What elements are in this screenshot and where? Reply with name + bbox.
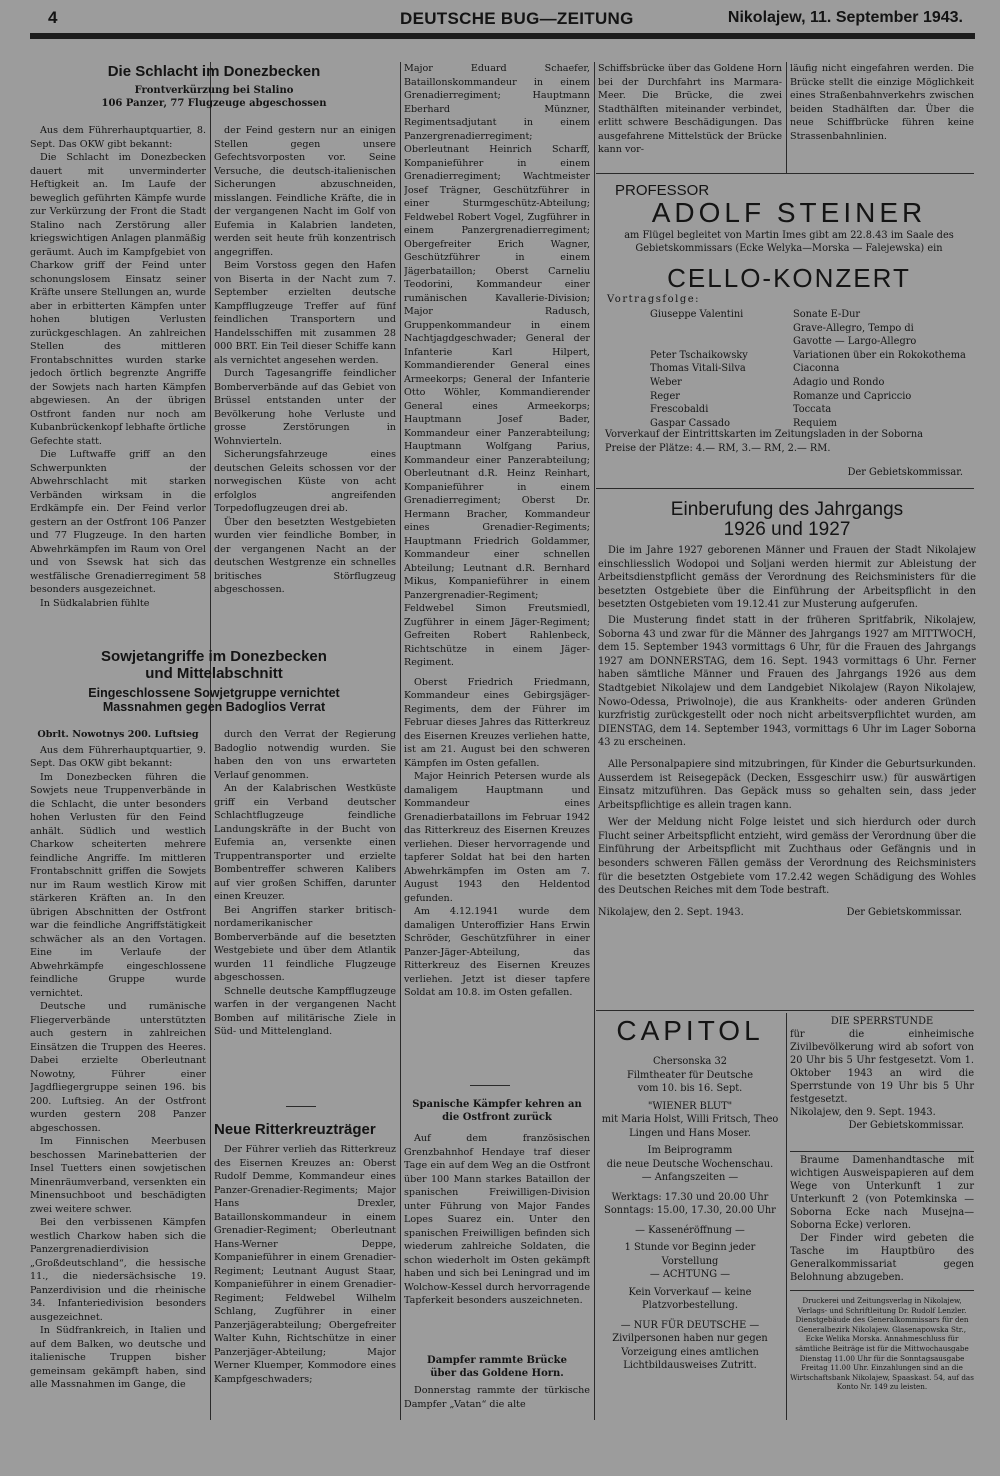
notice-footer: [598, 906, 976, 920]
paragraph: Am 4.12.1941 wurde dem damaligen Unteroffizier Hans Erwin Schröder, Geschützführer in einer Panzer-Jäger-Abteilung, das Ritterkreuz des Eisernen Kreuzes verliehen. Jetzt ist dieser tapfere Soldat am 10.8. im Osten gefallen.: [404, 906, 590, 998]
donez-column-1: [30, 124, 206, 644]
paragraph: durch den Verrat der Regierung Badoglio notwendig wurden. Sie haben den von uns erwarteten Verlauf genommen.: [214, 729, 396, 781]
section-rule: [596, 1010, 974, 1011]
concert-ad: [605, 182, 973, 305]
paragraph: Aus dem Führerhauptquartier, 8. Sept. Das OKW gibt bekannt:: [30, 125, 206, 150]
cinema-address: Chersonska 32: [653, 1056, 727, 1067]
paragraph: Auf dem französischen Grenzbahnhof Hendaye traf dieser Tage ein auf dem Weg an die Ostfront über 100 Mann starkes Bataillon der spanischen Freiwilligen-Division unter Führung von Major Fandes Lopes Suarez ein. Unter den spanischen Freiwilligen befinden sich wiederum zahlreiche Soldaten, die schon wiederholt im Osten gekämpft haben und sich bei Leningrad und im Wolchow-Kessel durch hervorragende Tapferkeit besonders auszeichneten.: [404, 1133, 590, 1306]
notice-date: Nikolajew, den 2. Sept. 1943.: [598, 906, 744, 918]
paragraph: Beim Vorstoss gegen den Hafen von Biserta in der Nacht zum 7. September erzielten deutsche Kampfflugzeuge Treffer auf fünf feindlichen Transportern und Handelsschiffen mit zusammen 28 000 BRT. Ein Teil dieser Schiffe kann als vernichtet angesehen werden.: [214, 260, 396, 366]
composer: [605, 322, 793, 336]
concert-title: CELLO-KONZERT: [667, 263, 911, 293]
work: Requiem: [793, 417, 837, 429]
paragraph: Oberst Friedrich Friedmann, Kommandeur eines Gebirgsjäger-Regiments, dem der Führer im Februar dieses Jahres das Ritterkreuz des Eisernen Kreuzes verliehen hatte, ist am 21. August bei den schweren Kämpfen im Osten gefallen.: [404, 676, 590, 769]
article-title: Neue Ritterkreuzträger: [214, 1121, 376, 1138]
separator: [470, 1085, 510, 1086]
work: Ciaconna: [793, 363, 840, 375]
presale-info: Vorverkauf der Eintrittskarten im Zeitungsladen in der Soborna: [605, 429, 923, 440]
program-row: [605, 322, 973, 336]
masthead-rule: [30, 33, 975, 39]
article-subtitle: Frontverkürzung bei Stalino: [134, 85, 294, 96]
work: Gavotte — Largo-Allegro: [793, 336, 917, 348]
article-subtitle: Massnahmen gegen Badoglios Verrat: [102, 700, 326, 714]
column-divider: [786, 1013, 787, 1420]
article-title: und Mittelabschnitt: [145, 665, 283, 682]
notice-title: Einberufung des Jahrgangs: [670, 499, 904, 520]
schiff-column-4: [598, 62, 782, 170]
cinema-dates: vom 10. bis 16. Sept.: [637, 1083, 743, 1094]
separator: [286, 1106, 316, 1107]
notice-heading: — ACHTUNG —: [649, 1269, 731, 1280]
section-rule: [596, 173, 974, 174]
film-title: "WIENER BLUT": [647, 1100, 733, 1112]
article-subtitle: 106 Panzer, 77 Flugzeuge abgeschossen: [101, 97, 327, 109]
concert-program: [605, 308, 973, 430]
ritter-column-2: [214, 1120, 396, 1420]
column-divider: [786, 62, 787, 174]
sowjet-column-1: [30, 728, 206, 1418]
cinema-name: CAPITOL: [616, 1015, 764, 1046]
composer: Peter Tschaikowsky: [650, 349, 748, 361]
paragraph: Donnerstag rammte der türkische Dampfer „Vatan“ die alte: [404, 1385, 590, 1410]
newspaper-title: DEUTSCHE BUG—ZEITUNG: [400, 9, 634, 28]
program-row: [605, 390, 973, 404]
paragraph: Bei den verbissenen Kämpfen westlich Charkow haben sich die Panzergrenadierdivision „Großdeutschland“, die hessische 11., die niedersächsische 19. Panzerdivision und die rheinische 34. Infanteriedivision besonders ausgezeichnet.: [30, 1217, 206, 1323]
notice-body: [598, 544, 976, 919]
paragraph: Schiffsbrücke über das Goldene Horn bei der Durchfahrt ins Marmara-Meer. Die Brücke, die zwei Stadthälften miteinander verbindet, erlitt schwere Beschädigungen. Das ausgefahrene Mittelstück der Brücke kann vor-: [598, 63, 782, 155]
work: Romanze und Capriccio: [793, 390, 912, 402]
spanisch-article: [404, 1098, 590, 1343]
prices: Preise der Plätze: 4.— RM, 3.— RM, 2.— RM.: [605, 442, 831, 454]
program-row: [605, 362, 973, 376]
showtimes-weekday: Werktags: 17.30 und 20.00 Uhr: [611, 1191, 769, 1203]
supporting-program: Im Beiprogramm: [647, 1145, 733, 1156]
notice-date: Nikolajew, den 9. Sept. 1943.: [790, 1107, 936, 1118]
paragraph: Die Luftwaffe griff an den Schwerpunkten der Abwehrschlacht mit starken Verbänden wirksam in die Erdkämpfe ein. Der Feind verlor gestern an der Ostfront 106 Panzer und 77 Flugzeuge. In den harten Abwehrkämpfen im Raum von Orel und von Ssewsk hat sich das westfälische Grenadierregiment 58 besonders ausgezeichnet.: [30, 449, 206, 595]
article-title: die Ostfront zurück: [442, 1112, 552, 1123]
composer: Giuseppe Valentini: [650, 309, 744, 320]
paragraph: Deutsche und rumänische Fliegerverbände unterstützten auch gestern in zahlreichen Einsätzen die Truppen des Heeres. Dabei erzielte Oberleutnant Nowotny, Führer einer Jagdfliegergruppe seinen 196. bis 200. Luftsieg. An der Ostfront wurden gestern 208 Panzer abgeschossen.: [30, 1001, 206, 1134]
sowjet-column-2: [214, 728, 396, 1090]
article-subtitle: Eingeschlossene Sowjetgruppe vernichtet: [88, 686, 340, 700]
donez-headline-block: [30, 62, 398, 122]
paragraph: Bei Angriffen starker britisch-nordamerikanischer Bomberverbände auf die besetzten Westgebiete und über dem Atlantik wurden 11 feindliche Flugzeuge abgeschossen.: [214, 904, 396, 983]
paragraph: der Feind gestern nur an einigen Stellen gegen unsere Gefechtsvorposten vor. Seine Versuche, die deutsch-italienischen Sicherungen abzuschneiden, misslangen. Feindliche Kräfte, die in der vergangenen Nacht im Golf von Eufemia in Kalabrien landeten, werden seit heute früh konzentrisch angegriffen.: [214, 125, 396, 258]
composer: Gaspar Cassado: [650, 417, 731, 429]
curfew-notice: [790, 1015, 974, 1132]
notice-body: für die einheimische Zivilbevölkerung wird ab sofort von 20 Uhr bis 5 Uhr festgesetzt. Vom 1. Oktober 1943 an wird die Sperrstunde von 19 Uhr bis 5 Uhr festgesetzt.: [790, 1029, 974, 1105]
schiff-column-5: [790, 62, 974, 170]
paragraph: Über den besetzten Westgebieten wurden vier feindliche Bomber, in der vergangenen Nacht an der deutschen Westgrenze ein schnelles britisches Störflugzeug abgeschossen.: [214, 516, 396, 595]
supporting-program: die neue Deutsche Wochenschau.: [606, 1158, 774, 1170]
section-rule: [596, 488, 974, 489]
program-row: [605, 403, 973, 417]
box-office-info: 1 Stunde vor Beginn jeder Vorstellung: [624, 1242, 756, 1267]
composer: [605, 335, 793, 349]
kicker: Obrlt. Nowotnys 200. Luftsieg: [37, 729, 199, 740]
program-row: [605, 349, 973, 363]
article-title: Spanische Kämpfer kehren an: [412, 1099, 582, 1110]
article-title: Sowjetangriffe im Donezbecken: [101, 648, 327, 665]
paragraph: Aus dem Führerhauptquartier, 9. Sept. Das OKW gibt bekannt:: [30, 744, 206, 769]
program-row: [605, 335, 973, 349]
section-rule: [790, 1290, 974, 1291]
signature: Der Gebietskommissar.: [848, 1120, 964, 1131]
paragraph: Im Finnischen Meerbusen beschossen Marinebatterien der Insel Tuetters einen sowjetischen Minenräumverband, versenkten ein Minensuchboot und beschädigten zwei weitere schwer.: [30, 1136, 206, 1215]
work: Grave-Allegro, Tempo di: [793, 322, 914, 334]
paragraph: Die Schlacht im Donezbecken dauert mit unverminderter Heftigkeit an. Im Laufe der beweglich geführten Kämpfe wurde zur Verkürzung der Front die Stadt Stalino nach Zerstörung aller kriegswichtigen Anlagen planmäßig geräumt. Auch im Kampfgebiet von Charkow griff der Feind unter schonungslosem Einsatz seiner Kräfte unsere Stellungen an, wurde aber in erbitterten Kämpfen unter hohen blutigen Verlusten zurückgeschlagen. An zahlreichen Stellen des mittleren Frontabschnittes wurden starke jedoch örtlich begrenzte Angriffe der Sowjets nach harten Kämpfen abgewiesen. An der übrigen Ostfront fanden nur noch am Kubanbrückenkopf lebhafte örtliche Gefechte statt.: [30, 152, 206, 447]
paragraph: Major Heinrich Petersen wurde als damaligem Hauptmann und Kommandeur eines Grenadierbataillons im Februar 1942 das Ritterkreuz des Eisernen Kreuzes verliehen. Dieser hervorragende und tapferer Soldat hat bei den harten Abwehrkämpfen im Osten am 7. August 1943 den Heldentod gefunden.: [404, 771, 590, 904]
paragraph: Sicherungsfahrzeuge eines deutschen Geleits schossen vor der norwegischen Küste von acht erfolglos angreifenden Torpedoflugzeugen drei ab.: [214, 449, 396, 514]
concert-kicker: PROFESSOR: [615, 182, 710, 199]
column-divider: [400, 62, 401, 1420]
showtimes-sunday: Sonntags: 15.00, 17.30, 20.00 Uhr: [604, 1205, 776, 1216]
capitol-cinema-ad: [595, 1015, 785, 1373]
composer: Weber: [650, 376, 682, 388]
section-rule: [790, 1151, 974, 1152]
restriction-heading: — NUR FÜR DEUTSCHE —: [620, 1319, 760, 1331]
donez-column-2: [214, 124, 396, 644]
composer: Thomas Vitali-Silva: [650, 363, 746, 375]
paragraph: Major Eduard Schaefer, Bataillonskommandeur in einem Grenadierregiment; Hauptmann Eberhard Münzner, Regimentsadjutant in einem Panzergrenadierregiment; Oberleutnant Heinrich Scharff, Kompanieführer in einem Grenadierregiment; Wachtmeister Josef Trägner, Geschützführer in einer Sturmgeschütz-Abteilung; Feldwebel Robert Vogel, Zugführer in einem Panzergrenadierregiment; Obergefreiter Erich Wagner, Geschützführer in einem Jägerbataillon; Oberst Carneliu Teodorini, Kommandeur einer rumänischen Kavallerie-Division; Major Radusch, Gruppenkommandeur in einem Nachtjagdgeschwader; General der Infanterie Karl Hilpert, Kommandierender General eines Armeekorps; General der Infanterie Otto Wöhler, Kommandierender General eines Armeekorps; Hauptmann Josef Bader, Kommandeur einer Panzerabteilung; Hauptmann Wolfgang Parius, Kommandeur einer Panzerabteilung; Oberleutnant d.R. Heinz Reinhart, Kompanieführer in einem Grenadierregiment; Oberst Dr. Hermann Bracher, Kommandeur eines Grenadier-Regiments; Hauptmann Friedrich Goldammer, Kommandeur einer schnellen Abteilung; Leutnant d.R. Bernhard Mikus, Kompanieführer in einem Panzergrenadier-Regiment; Feldwebel Simon Freutsmiedl, Zugführer in einem Jäger-Regiment; Gefreiten Robert Rahlenbeck, Richtschütze in einem Jäger-Regiment.: [404, 63, 590, 668]
masthead: [30, 8, 975, 32]
paragraph: Im Donezbecken führen die Sowjets neue Truppenverbände in die Schlacht, die unter besonders hohen Verlusten für den Feind anhält. Südlich und westlich Charkow scheiterten mehrere feindliche Angriffe. Im mittleren Frontabschnitt griffen die Sowjets nur im Raum westlich Kirow mit stärkeren Kräften an. In den übrigen Abschnitten der Ostfront war die feindliche Angriffstätigkeit schwächer als an den Vortagen. Eine im Verlaufe der Abwehrkämpfe eingeschlossene feindliche Gruppe wurde vernichtet.: [30, 771, 206, 999]
paragraph: Der Führer verlieh das Ritterkreuz des Eisernen Kreuzes an: Oberst Rudolf Demme, Kommandeur eines Panzer-Grenadier-Regiments; Major Hans Drexler, Bataillonskommandeur in einem Grenadier-Regiment; Oberleutnant Hans-Werner Deppe, Kompanieführer in einem Grenadier-Regiment; Leutnant August Staar, Kompanieführer in einem Grenadier-Regiment; Feldwebel Wilhelm Schlang, Zugführer in einer Panzerjägerabteilung; Obergefreiter Walter Kuhn, Richtschütze in einer Panzerjäger-Abteilung; Major Werner Kluemper, Kommodore eines Kampfgeschwaders;: [214, 1144, 396, 1385]
notice-title: 1926 und 1927: [723, 519, 851, 540]
work: Sonate E-Dur: [793, 309, 861, 320]
artist-name: ADOLF STEINER: [651, 197, 927, 228]
paragraph: An der Kalabrischen Westküste griff ein Verband deutscher Schlachtflugzeuge feindliche Landungskräfte in der Bucht von Eufemia an, versenkte einen Truppentransporter und erzielte Bombentreffer schweren Kalibers auf vier großen Schiffen, darunter einen Kreuzer.: [214, 783, 396, 902]
dateline: Nikolajew, 11. September 1943.: [727, 9, 963, 26]
paragraph: Wer der Meldung nicht Folge leistet und sich hierdurch oder durch Flucht seiner Arbeitspflicht entzieht, wird gemäss der Verordnung über die Einführung der Arbeitspflicht mit Zuchthaus oder Gefängnis und in besonders schweren Fällen gemäss der Verordnung des Reichsministers für die besetzten Ostgebiete vom 17.2.42 wegen Schädigung des Wohles des Deutschen Reiches mit dem Tode bestraft.: [598, 817, 976, 897]
article-title: über das Goldene Horn.: [430, 1368, 564, 1379]
concert-footer: [605, 428, 973, 480]
composer: Reger: [650, 390, 680, 402]
einberufung-notice: [598, 500, 976, 919]
ritter-column-3: [404, 62, 590, 1072]
box-office-heading: — Kassenéröffnung —: [635, 1224, 745, 1236]
dampfer-article: [404, 1354, 590, 1424]
article-title: Die Schlacht im Donezbecken: [107, 63, 321, 80]
notice-body: Der Finder wird gebeten die Tasche im Hauptbüro des Generalkommissariat gegen Belohnung abzugeben.: [790, 1233, 974, 1283]
paragraph: Schnelle deutsche Kampfflugzeuge warfen in der vergangenen Nacht Bomben auf militärische Ziele in Süd- und Mittelengland.: [214, 985, 396, 1037]
paragraph: Die im Jahre 1927 geborenen Männer und Frauen der Stadt Nikolajew einschliesslich Wodopoi und Soljani werden hiermit zur Ableistung der Arbeitsdienstpflicht gemäss der Verordnung des Reichsministers für die besetzten Ostgebiete über die Einführung der Arbeitspflicht in den besetzten Ostgebieten vom 19.12.41 zur Musterung aufgerufen.: [598, 545, 976, 611]
page-number: 4: [48, 8, 58, 27]
paragraph: In Südkalabrien fühlte: [40, 597, 150, 609]
paragraph: Die Musterung findet statt in der früheren Spritfabrik, Nikolajew, Soborna 43 und zwar für die Männer des Jahrgangs 1927 am MITTWOCH, dem 15. September 1943 vormittags 6 Uhr, für die Frauen des Jahrgangs 1927 am DONNERSTAG, dem 16. Sept. 1943 vormittags 6 Uhr. Ferner haben sämtliche Männer und Frauen des Jahrgangs 1926 aus dem Stadtgebiet Nikolajew und dem Landgebiet Nikolajew (Rayon Nikolajew, Nowo-Odessa, Priwolnoje), die aus Krankheits- oder anderen Gründen kurzfristig zurückgestellt oder noch nicht arbeitsverpflichtet wurden, am DIENSTAG, dem 14. September 1943, vormittags 6 Uhr im Lager Soborna 43 zu erscheinen.: [598, 614, 976, 749]
program-row: [605, 376, 973, 390]
signature: Der Gebietskommissar.: [847, 467, 963, 478]
work: Variationen über ein Rokokothema: [793, 349, 966, 361]
work: Toccata: [793, 404, 832, 416]
concert-info: am Flügel begleitet von Martin Imes gibt am 22.8.43 im Saale des Gebietskommissars (Ecke Welyka—Morska — Falejewska) ein: [624, 230, 954, 254]
program-row: [605, 308, 973, 322]
imprint: Druckerei und Zeitungsverlag in Nikolajew, Verlags- und Schriftleitung Dr. Rudolf Lenzler. Dienstgebäude des Generalkommissars für den Generalbezirk Nikolajew. Glasenapowska Str., Ecke Welika Morska. Annahmeschluss für sämtliche Beiträge ist für die Mittwochausgabe Dienstag 11.00 Uhr für die Sonntagsausgabe Freitag 11.00 Uhr. Einzahlungen sind an die Wirtschaftsbank Nikolajew, Spaaskast. 54, auf das Konto Nr. 149 zu leisten.: [790, 1296, 974, 1392]
program-heading: Vortragsfolge:: [607, 294, 701, 305]
cinema-line: Filmtheater für Deutsche: [626, 1069, 754, 1081]
work: Adagio und Rondo: [793, 376, 885, 388]
restriction-text: Zivilpersonen haben nur gegen Vorzeigung eines amtlichen Lichtbildausweises Zutritt.: [612, 1333, 768, 1371]
notice-body: Braume Damenhandtasche mit wichtigen Ausweispapieren auf dem Wege von Unterkunft 1 zur Unterkunft 2 (von Potemkinska — Soborna Ecke nach Musejna— Soborna Ecke) verloren.: [790, 1155, 974, 1231]
paragraph: Durch Tagesangriffe feindlicher Bomberverbände auf das Gebiet von Brüssel entstanden unter der Bevölkerung hohe Verluste und grosse Zerstörungen in Wohnvierteln.: [214, 368, 396, 447]
lost-handbag-notice: [790, 1154, 974, 1284]
paragraph: läufig nicht eingefahren werden. Die Brücke stellt die einzige Möglichkeit eines Straßenbahnverkehrs zwischen beiden Stadhälften dar. Über die neue Schiffbrücke führen keine Strassenbahnlinien.: [790, 63, 974, 142]
article-title: Dampfer rammte Brücke: [427, 1355, 567, 1366]
paragraph: In Südfrankreich, in Italien und auf dem Balken, wo deutsche und italienische Truppen bisher gemeinsam gekämpft haben, sind alle Massnahmen im Gange, die: [30, 1325, 206, 1390]
composer: Frescobaldi: [650, 404, 709, 416]
paragraph: Alle Personalpapiere sind mitzubringen, für Kinder die Geburtsurkunden. Ausserdem ist Reisegepäck (Decken, Essgeschirr usw.) für auswärtigen Einsatz mitzuführen. Das Gepäck muss so gehalten sein, dass jeder Arbeitspflichtige es allein tragen kann.: [598, 758, 976, 811]
showtimes-heading: — Anfangszeiten —: [641, 1172, 739, 1183]
film-cast: mit Maria Holst, Willi Fritsch, Theo Lingen und Hans Moser.: [601, 1114, 779, 1139]
notice-text: Kein Vorverkauf — keine Platzvorbestellung.: [628, 1286, 752, 1311]
signature: Der Gebietskommissar.: [846, 906, 962, 918]
notice-title: DIE SPERRSTUNDE: [830, 1016, 934, 1027]
